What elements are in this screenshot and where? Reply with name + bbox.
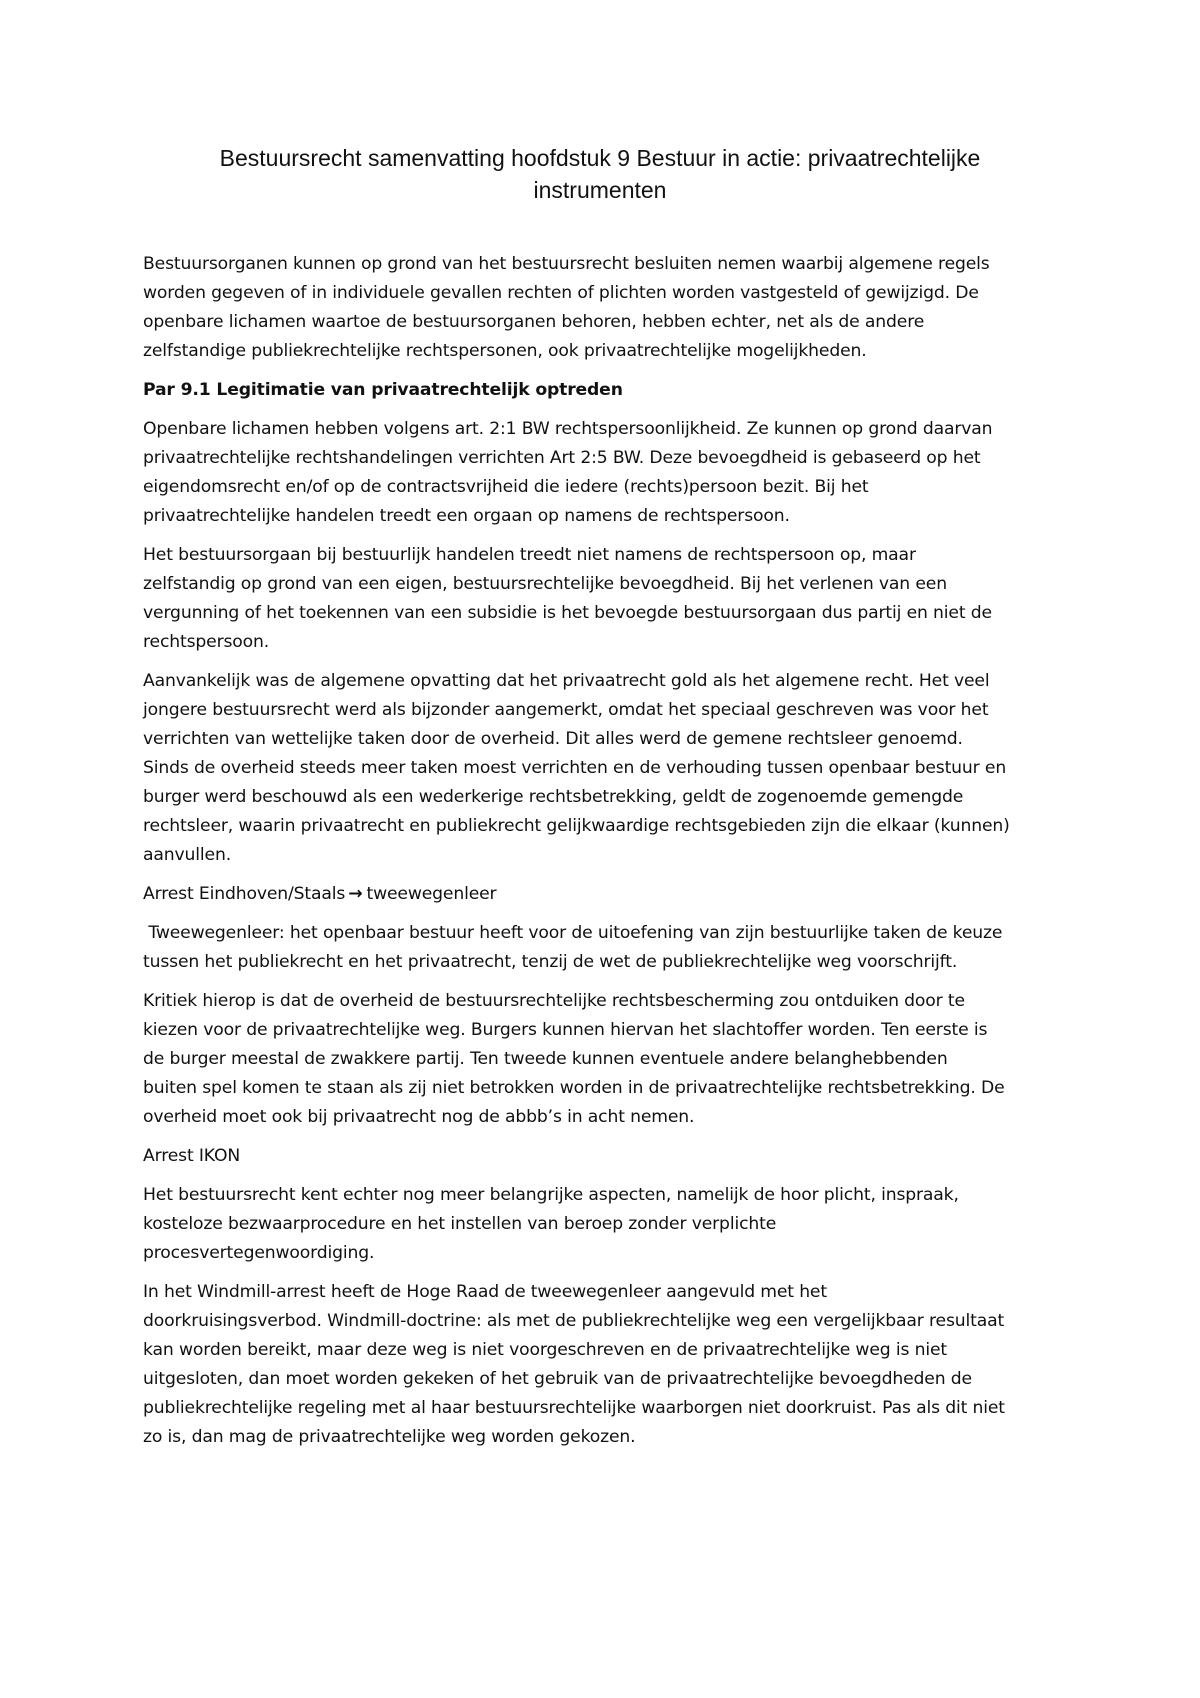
- text-line: Aanvankelijk was de algemene opvatting dat het privaatrecht gold als het algemene recht. Het veel: [143, 671, 990, 691]
- text-line: eigendomsrecht en/of op de contractsvrijheid die iedere (rechts)persoon bezit. Bij het: [143, 477, 869, 497]
- section-heading-text: Par 9.1 Legitimatie van privaatrechtelijk optreden: [143, 380, 623, 400]
- arrest-ikon-label: Arrest IKON: [143, 1146, 241, 1166]
- text-line: Openbare lichamen hebben volgens art. 2:1 BW rechtspersoonlijkheid. Ze kunnen op grond daarvan: [143, 419, 993, 439]
- paragraph-tweewegenleer: [143, 919, 1068, 977]
- section-heading: [143, 376, 1068, 405]
- text-line: Sinds de overheid steeds meer taken moest verrichten en de verhouding tussen openbaar bestuur en: [143, 758, 1007, 778]
- text-line: zo is, dan mag de privaatrechtelijke weg worden gekozen.: [143, 1427, 636, 1447]
- arrest-eindhoven-label: Arrest Eindhoven/Staals: [143, 884, 346, 904]
- document-body: [143, 250, 1068, 1462]
- text-line: zelfstandige publiekrechtelijke rechtspersonen, ook privaatrechtelijke mogelijkheden.: [143, 341, 867, 361]
- paragraph-aanvankelijk: [143, 667, 1068, 870]
- paragraph-windmill: [143, 1278, 1068, 1452]
- arrest-eindhoven-staals: [143, 880, 1068, 909]
- text-line: jongere bestuursrecht werd als bijzonder aangemerkt, omdat het speciaal geschreven was voor het: [143, 700, 989, 720]
- text-line: kan worden bereikt, maar deze weg is niet voorgeschreven en de privaatrechtelijke weg is niet: [143, 1340, 947, 1360]
- paragraph-kritiek: [143, 987, 1068, 1132]
- title-line-1: Bestuursrecht samenvatting hoofdstuk 9 Bestuur in actie: privaatrechtelijke: [219, 145, 981, 171]
- text-line: Bestuursorganen kunnen op grond van het bestuursrecht besluiten nemen waarbij algemene regels: [143, 254, 990, 274]
- text-line: burger werd beschouwd als een wederkerige rechtsbetrekking, geldt de zogenoemde gemengde: [143, 787, 964, 807]
- text-line: overheid moet ook bij privaatrecht nog de abbb’s in acht nemen.: [143, 1107, 695, 1127]
- text-line: Het bestuursorgaan bij bestuurlijk handelen treedt niet namens de rechtspersoon op, maar: [143, 545, 916, 565]
- text-line: Het bestuursrecht kent echter nog meer belangrijke aspecten, namelijk de hoor plicht, inspraak,: [143, 1185, 959, 1205]
- text-line: Tweewegenleer: het openbaar bestuur heeft voor de uitoefening van zijn bestuurlijke taken de keuze: [143, 923, 1003, 943]
- text-line: kiezen voor de privaatrechtelijke weg. Burgers kunnen hiervan het slachtoffer worden. Ten eerste is: [143, 1020, 988, 1040]
- text-line: publiekrechtelijke regeling met al haar bestuursrechtelijke waarborgen niet doorkruist. Pas als dit niet: [143, 1398, 1005, 1418]
- text-line: zelfstandig op grond van een eigen, bestuursrechtelijke bevoegdheid. Bij het verlenen van een: [143, 574, 947, 594]
- text-line: rechtspersoon.: [143, 632, 270, 652]
- arrest-ikon: [143, 1142, 1068, 1171]
- text-line: privaatrechtelijke rechtshandelingen verrichten Art 2:5 BW. Deze bevoegdheid is gebaseerd op het: [143, 448, 981, 468]
- text-line: privaatrechtelijke handelen treedt een orgaan op namens de rechtspersoon.: [143, 506, 790, 526]
- text-line: uitgesloten, dan moet worden gekeken of het gebruik van de privaatrechtelijke bevoegdheden de: [143, 1369, 972, 1389]
- arrest-eindhoven-target: tweewegenleer: [366, 884, 497, 904]
- paragraph-bestuursorgaan: [143, 541, 1068, 657]
- arrow-right-icon: →: [348, 884, 363, 904]
- text-line: tussen het publiekrecht en het privaatrecht, tenzij de wet de publiekrechtelijke weg voorschrijft.: [143, 952, 958, 972]
- text-line: vergunning of het toekennen van een subsidie is het bevoegde bestuursorgaan dus partij en niet de: [143, 603, 992, 623]
- text-line: procesvertegenwoordiging.: [143, 1243, 375, 1263]
- paragraph-intro: [143, 250, 1068, 366]
- text-line: doorkruisingsverbod. Windmill-doctrine: als met de publiekrechtelijke weg een vergelijkbaar resultaat: [143, 1311, 1005, 1331]
- paragraph-openbare-lichamen: [143, 415, 1068, 531]
- title-line-2: instrumenten: [533, 177, 667, 203]
- paragraph-bestuursrecht-kent: [143, 1181, 1068, 1268]
- text-line: buiten spel komen te staan als zij niet betrokken worden in de privaatrechtelijke rechtsbetrekking. De: [143, 1078, 1005, 1098]
- text-line: de burger meestal de zwakkere partij. Ten tweede kunnen eventuele andere belanghebbenden: [143, 1049, 948, 1069]
- text-line: kosteloze bezwaarprocedure en het instellen van beroep zonder verplichte: [143, 1214, 777, 1234]
- text-line: aanvullen.: [143, 845, 232, 865]
- text-line: Kritiek hierop is dat de overheid de bestuursrechtelijke rechtsbescherming zou ontduiken door te: [143, 991, 965, 1011]
- text-line: rechtsleer, waarin privaatrecht en publiekrecht gelijkwaardige rechtsgebieden zijn die elkaar (kunnen): [143, 816, 1010, 836]
- text-line: worden gegeven of in individuele gevallen rechten of plichten worden vastgesteld of gewijzigd. De: [143, 283, 979, 303]
- text-line: openbare lichamen waartoe de bestuursorganen behoren, hebben echter, net als de andere: [143, 312, 925, 332]
- text-line: verrichten van wettelijke taken door de overheid. Dit alles werd de gemene rechtsleer genoemd.: [143, 729, 963, 749]
- text-line: In het Windmill-arrest heeft de Hoge Raad de tweewegenleer aangevuld met het: [143, 1282, 827, 1302]
- document-title: [130, 142, 1070, 206]
